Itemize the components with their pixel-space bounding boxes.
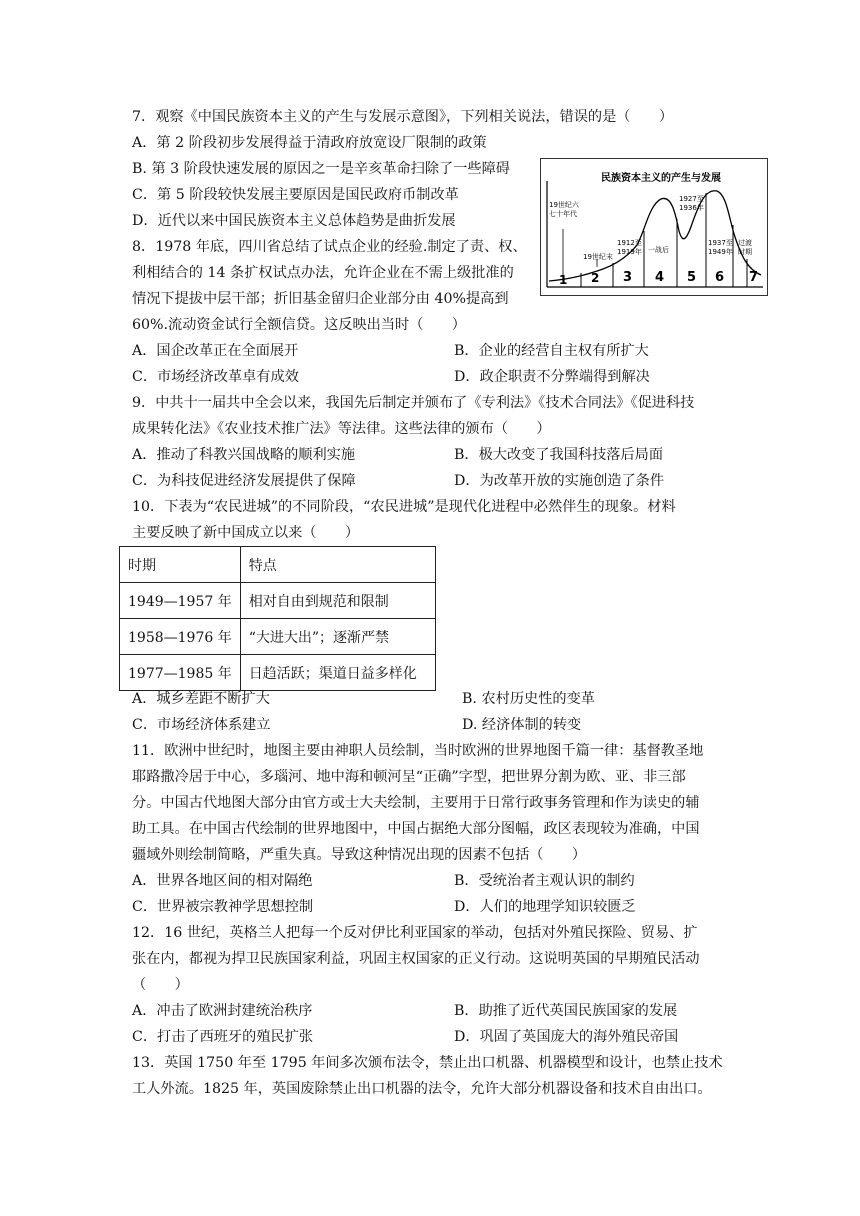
q9-stem-line-2: 成果转化法》《农业技术推广法》等法律。这些法律的颁布（ ） (132, 421, 551, 437)
q8-stem-line-4: 60%.流动资金试行全额信贷。这反映出当时（ ） (132, 317, 466, 333)
development-curve (549, 191, 761, 281)
stage6-note (708, 239, 733, 257)
capitalism-development-figure (540, 158, 768, 296)
q7-stem: 7．观察《中国民族资本主义的产生与发展示意图》，下列相关说法，错误的是（ ） (132, 109, 674, 125)
q8-option-d: D．政企职责不分弊端得到解决 (454, 369, 650, 385)
q11-stem-line-2: 耶路撒冷居于中心，多瑙河、地中海和顿河呈“正确”字型，把世界分割为欧、亚、非三部 (132, 769, 686, 785)
stage3-note-line: 1912至 (617, 239, 642, 247)
stage5-note (679, 195, 704, 213)
q11-stem-line-1: 11．欧洲中世纪时，地图主要由神职人员绘制，当时欧洲的世界地图千篇一律：基督教圣地 (132, 743, 704, 759)
table-cell: 1958—1976 年 (120, 619, 241, 655)
q8-stem-line-3: 情况下提拔中层干部；折旧基金留归企业部分由 40%提高到 (132, 291, 509, 307)
q9-stem-line-1: 9．中共十一届共中全会以来，我国先后制定并颁布了《专利法》《技术合同法》《促进科技 (132, 395, 695, 411)
q11-option-c: C．世界被宗教神学思想控制 (132, 899, 314, 915)
q12-option-a: A．冲击了欧洲封建统治秩序 (132, 1003, 313, 1019)
stage-number-4: 4 (655, 270, 665, 285)
stage5-note-line: 1927至 (679, 195, 704, 203)
migration-stage-table (119, 546, 436, 691)
q12-option-b: B．助推了近代英国民族国家的发展 (454, 1003, 678, 1019)
stage-number-6: 6 (715, 270, 725, 285)
stage1-note (549, 201, 579, 219)
q11-stem-line-4: 助工具。在中国古代绘制的世界地图中，中国占据绝大部分图幅，政区表现较为准确，中国 (132, 821, 700, 837)
q8-option-c: C．市场经济改革卓有成效 (132, 369, 299, 385)
q11-stem-line-5: 疆域外则绘制简略，严重失真。导致这种情况出现的因素不包括（ ） (132, 847, 587, 863)
table-header-row (120, 547, 436, 583)
stage7-note-line: 时期 (738, 248, 752, 256)
stage-number-2: 2 (591, 271, 600, 285)
stage2-note: 19世纪末 (583, 253, 613, 261)
q8-option-a: A．国企改革正在全面展开 (132, 343, 299, 359)
stage7-note (738, 239, 752, 257)
q12-stem-line-3: （ ） (132, 977, 189, 993)
stage-number-5: 5 (687, 270, 697, 285)
q10-option-b: B. 农村历史性的变革 (462, 691, 595, 707)
table-cell: 相对自由到规范和限制 (240, 583, 435, 619)
stage1-note-line: 七十年代 (549, 210, 577, 218)
table-cell: 1977—1985 年 (120, 655, 241, 691)
q11-option-a: A．世界各地区间的相对隔绝 (132, 873, 313, 889)
table-row (120, 619, 436, 655)
q13-stem-line-2: 工人外流。1825 年，英国废除禁止出口机器的法令，允许大部分机器设备和技术自由出口。 (132, 1081, 712, 1097)
q13-stem-line-1: 13．英国 1750 年至 1795 年间多次颁布法令，禁止出口机器、机器模型和设计，也禁止技术 (132, 1055, 723, 1071)
stage5-note-line: 1936年 (679, 204, 704, 212)
q7-option-a: A．第 2 阶段初步发展得益于清政府放宽设厂限制的政策 (132, 135, 487, 151)
stage3-note-line: 1919年 (617, 248, 642, 256)
stage-number-7: 7 (749, 270, 759, 285)
q10-stem-line-2: 主要反映了新中国成立以来（ ） (132, 525, 360, 541)
q12-option-d: D．巩固了英国庞大的海外殖民帝国 (454, 1029, 679, 1045)
table-cell: 日趋活跃；渠道日益多样化 (240, 655, 435, 691)
q9-option-d: D．为改革开放的实施创造了条件 (454, 473, 665, 489)
table-row (120, 583, 436, 619)
stage-number-3: 3 (623, 270, 633, 285)
table-header-period: 时期 (120, 547, 241, 583)
stage7-note-line: 过渡 (738, 239, 752, 247)
figure-title: 民族资本主义的产生与发展 (601, 173, 721, 184)
q7-option-d: D．近代以来中国民族资本主义总体趋势是曲折发展 (132, 213, 456, 229)
q12-stem-line-1: 12．16 世纪，英格兰人把每一个反对伊比利亚国家的举动，包括对外殖民探险、贸易、扩 (132, 925, 698, 941)
q10-option-a: A．城乡差距不断扩大 (132, 691, 270, 707)
q10-option-d: D. 经济体制的转变 (462, 717, 582, 733)
table-header-feature: 特点 (240, 547, 435, 583)
q12-stem-line-2: 张在内，都视为捍卫民族国家利益，巩固主权国家的正义行动。这说明英国的早期殖民活动 (132, 951, 700, 967)
q8-option-b: B．企业的经营自主权有所扩大 (454, 343, 649, 359)
stage4-note: 一战后 (648, 246, 669, 254)
table-cell: 1949—1957 年 (120, 583, 241, 619)
q9-option-c: C．为科技促进经济发展提供了保障 (132, 473, 356, 489)
q10-stem-line-1: 10．下表为“农民进城”的不同阶段，“农民进城”是现代化进程中必然伴生的现象。材料 (132, 499, 676, 515)
stage1-note-line: 19世纪六 (549, 201, 579, 209)
stage-number-1: 1 (559, 273, 568, 287)
stage6-note-line: 1937至 (708, 239, 733, 247)
q11-option-b: B．受统治者主观认识的制约 (454, 873, 635, 889)
stage6-note-line: 1949年 (708, 248, 733, 256)
q11-stem-line-3: 分。中国古代地图大部分由官方或士大夫绘制，主要用于日常行政事务管理和作为读史的辅 (132, 795, 700, 811)
q12-option-c: C．打击了西班牙的殖民扩张 (132, 1029, 314, 1045)
q7-option-c: C．第 5 阶段较快发展主要原因是国民政府币制改革 (132, 187, 459, 203)
q9-option-b: B．极大改变了我国科技落后局面 (454, 447, 664, 463)
q11-option-d: D．人们的地理学知识较匮乏 (454, 899, 636, 915)
table-cell: “大进大出”；逐渐严禁 (240, 619, 435, 655)
stage3-note (617, 239, 642, 257)
q8-stem-line-1: 8．1978 年底，四川省总结了试点企业的经验.制定了责、权、 (132, 239, 527, 255)
q7-option-b: B. 第 3 阶段快速发展的原因之一是辛亥革命扫除了一些障碍 (132, 161, 510, 177)
q10-option-c: C．市场经济体系建立 (132, 717, 271, 733)
table-row (120, 655, 436, 691)
q8-stem-line-2: 利相结合的 14 条扩权试点办法，允许企业在不需上级批准的 (132, 265, 514, 281)
q9-option-a: A．推动了科教兴国战略的顺利实施 (132, 447, 356, 463)
